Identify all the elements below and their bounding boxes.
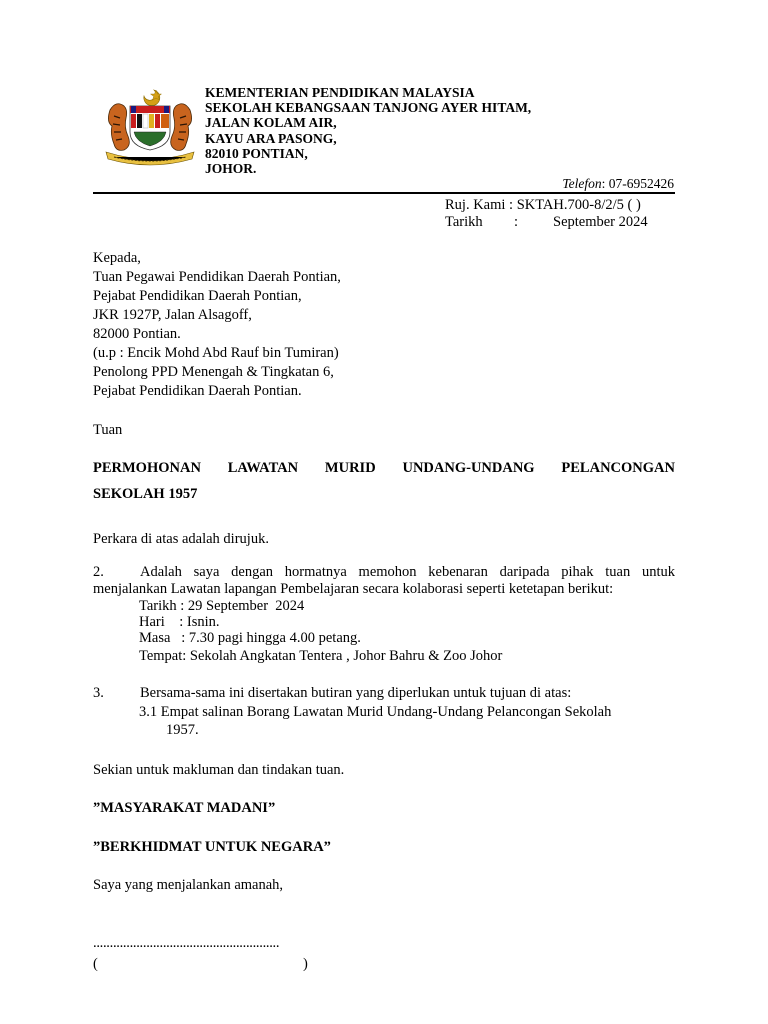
- paragraph-3-line-1: Bersama-sama ini disertakan butiran yang diperlukan untuk tujuan di atas:: [140, 685, 572, 701]
- subject-line-2: SEKOLAH 1957: [93, 486, 198, 502]
- paragraph-2-line-1: Adalah saya dengan hormatnya memohon kebenaran daripada pihak tuan untuk: [140, 564, 675, 580]
- telephone-value: : 07-6952426: [601, 176, 674, 191]
- detail-date: Tarikh : 29 September 2024: [139, 598, 305, 614]
- paragraph-3-item-1-cont: 1957.: [166, 722, 199, 738]
- recipient-line: Pejabat Pendidikan Daerah Pontian,: [93, 288, 302, 304]
- telephone: [562, 174, 674, 193]
- school-name: SEKOLAH KEBANGSAAN TANJONG AYER HITAM,: [205, 100, 532, 116]
- paragraph-3-item-1: 3.1 Empat salinan Borang Lawatan Murid Undang-Undang Pelancongan Sekolah: [139, 704, 612, 720]
- recipient-line: Penolong PPD Menengah & Tingkatan 6,: [93, 364, 334, 380]
- signature-line: ........................................................: [93, 935, 280, 951]
- subject-line-1: PERMOHONAN LAWATAN MURID UNDANG-UNDANG PELANCONGAN: [93, 460, 675, 476]
- recipient-line: Kepada,: [93, 250, 141, 266]
- slogan-madani: ”MASYARAKAT MADANI”: [93, 800, 276, 816]
- date-label: Tarikh: [445, 214, 483, 230]
- recipient-line: (u.p : Encik Mohd Abd Rauf bin Tumiran): [93, 345, 339, 361]
- date-colon: :: [514, 214, 519, 230]
- coat-of-arms-logo: [100, 86, 200, 168]
- reference-number: Ruj. Kami : SKTAH.700-8/2/5 ( ): [445, 197, 641, 213]
- recipient-line: 82000 Pontian.: [93, 326, 181, 342]
- detail-place: Tempat: Sekolah Angkatan Tentera , Johor Bahru & Zoo Johor: [139, 648, 503, 664]
- ministry-name: KEMENTERIAN PENDIDIKAN MALAYSIA: [205, 85, 475, 100]
- recipient-line: Tuan Pegawai Pendidikan Daerah Pontian,: [93, 269, 341, 285]
- address-line-2: KAYU ARA PASONG,: [205, 130, 337, 146]
- header-divider: [93, 192, 675, 194]
- date-value: September 2024: [553, 214, 648, 230]
- address-postcode: 82010 PONTIAN,: [205, 145, 308, 161]
- telephone-label: Telefon: [562, 176, 602, 191]
- signature-name-open: (: [93, 956, 98, 972]
- address-state: JOHOR.: [205, 161, 257, 176]
- closing-paragraph: Sekian untuk makluman dan tindakan tuan.: [93, 762, 345, 778]
- detail-day: Hari : Isnin.: [139, 614, 220, 630]
- salutation: Tuan: [93, 422, 123, 438]
- slogan-negara: ”BERKHIDMAT UNTUK NEGARA”: [93, 839, 331, 855]
- paragraph-3-number: 3.: [93, 685, 104, 701]
- signature-name-close: ): [303, 956, 308, 972]
- recipient-line: JKR 1927P, Jalan Alsagoff,: [93, 307, 252, 323]
- recipient-line: Pejabat Pendidikan Daerah Pontian.: [93, 383, 302, 399]
- signature-intro: Saya yang menjalankan amanah,: [93, 877, 284, 893]
- intro-paragraph: Perkara di atas adalah dirujuk.: [93, 531, 269, 547]
- paragraph-2-number: 2.: [93, 564, 104, 580]
- paragraph-2-line-2: menjalankan Lawatan lapangan Pembelajaran secara kolaborasi seperti ketetapan berikut:: [93, 581, 614, 597]
- address-line-1: JALAN KOLAM AIR,: [205, 115, 337, 131]
- detail-time: Masa : 7.30 pagi hingga 4.00 petang.: [139, 630, 361, 646]
